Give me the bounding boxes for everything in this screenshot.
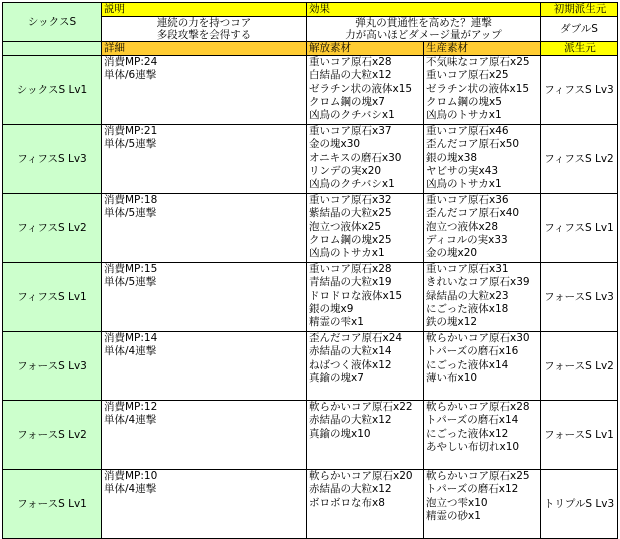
production-material: にごった液体x14 bbox=[426, 358, 509, 371]
unlock-material: 赤結晶の大粒x14 bbox=[309, 345, 392, 358]
unlock-materials-cell bbox=[307, 332, 424, 401]
unlock-material: 軟らかいコア原石x20 bbox=[309, 470, 413, 482]
unlock-material: リンデの実x20 bbox=[309, 164, 382, 177]
production-material: 薄い布x10 bbox=[426, 371, 478, 384]
unlock-material: 銀の塊x9 bbox=[309, 302, 354, 315]
production-material: 歪んだコア原石x50 bbox=[426, 138, 520, 151]
table-row bbox=[3, 194, 618, 263]
details-line: 単体/5連撃 bbox=[104, 138, 157, 151]
unlock-material: クロム鋼の塊x25 bbox=[309, 233, 392, 246]
skill-level-name: フォースS Lv1 bbox=[3, 470, 102, 539]
effect-line: 弾丸の貫通性を高めた？連撃 bbox=[355, 17, 492, 29]
production-material: 軟らかいコア原石x28 bbox=[426, 401, 530, 413]
unlock-material: 紫結晶の大粒x25 bbox=[309, 207, 392, 220]
details-line: 消費MP:21 bbox=[104, 125, 158, 137]
production-material: にごった液体x18 bbox=[426, 302, 509, 315]
description-line: 連続の力を持つコア bbox=[156, 17, 252, 29]
details-cell bbox=[102, 125, 307, 194]
details-label: 詳細 bbox=[102, 42, 307, 56]
unlock-material: 赤結晶の大粒x12 bbox=[309, 483, 392, 496]
production-material: 金の塊x20 bbox=[426, 247, 478, 260]
unlock-material: ドロドロな液体x15 bbox=[309, 289, 403, 302]
production-material: 精霊の砂x1 bbox=[426, 509, 481, 522]
unlock-materials-cell bbox=[307, 194, 424, 263]
production-material: 重いコア原石x31 bbox=[426, 263, 509, 275]
unlock-materials-cell bbox=[307, 263, 424, 332]
skill-level-name: フィフスS Lv2 bbox=[3, 194, 102, 263]
unlock-material: 凶鳥のクチバシx1 bbox=[309, 109, 395, 122]
details-line: 消費MP:12 bbox=[104, 401, 158, 413]
description-text bbox=[102, 17, 307, 42]
production-material: トパーズの磨石x12 bbox=[426, 483, 519, 496]
production-material: 泡立つ雫x10 bbox=[426, 496, 488, 509]
derived-from: トリプルS Lv3 bbox=[541, 470, 618, 539]
unlock-material: 白結晶の大粒x12 bbox=[309, 69, 392, 82]
production-material: 鉄の塊x12 bbox=[426, 316, 478, 329]
unlock-material: 凶鳥のクチバシx1 bbox=[309, 178, 395, 191]
details-cell bbox=[102, 470, 307, 539]
production-material: トパーズの磨石x14 bbox=[426, 414, 519, 427]
table-row bbox=[3, 125, 618, 194]
skill-level-name: フィフスS Lv3 bbox=[3, 125, 102, 194]
production-material: ディコルの実x33 bbox=[426, 233, 508, 246]
production-material: ゼラチン状の液体x15 bbox=[426, 82, 530, 95]
unlock-material: ゼラチン状の液体x15 bbox=[309, 82, 413, 95]
production-materials-cell bbox=[424, 332, 541, 401]
production-materials-cell bbox=[424, 194, 541, 263]
production-materials-cell bbox=[424, 401, 541, 470]
production-materials-cell bbox=[424, 263, 541, 332]
unlock-materials-cell bbox=[307, 470, 424, 539]
details-line: 単体/4連撃 bbox=[104, 345, 157, 358]
details-cell bbox=[102, 401, 307, 470]
derived-label: 派生元 bbox=[541, 42, 618, 56]
production-label: 生産素材 bbox=[424, 42, 541, 56]
skill-level-name: フォースS Lv2 bbox=[3, 401, 102, 470]
effect-text bbox=[307, 17, 541, 42]
derived-from: フォースS Lv1 bbox=[541, 401, 618, 470]
unlock-material: 重いコア原石x37 bbox=[309, 125, 392, 137]
origin-label: 初期派生元 bbox=[541, 3, 618, 17]
unlock-material: 泡立つ液体x25 bbox=[309, 220, 382, 233]
derived-from: フィフスS Lv1 bbox=[541, 194, 618, 263]
details-line: 消費MP:24 bbox=[104, 56, 158, 68]
unlock-materials-cell bbox=[307, 401, 424, 470]
origin-value: ダブルS bbox=[541, 17, 618, 42]
details-cell bbox=[102, 194, 307, 263]
unlock-material: 重いコア原石x28 bbox=[309, 263, 392, 275]
details-line: 消費MP:18 bbox=[104, 194, 158, 206]
production-material: 重いコア原石x36 bbox=[426, 194, 509, 206]
production-material: トパーズの磨石x16 bbox=[426, 345, 519, 358]
table-row bbox=[3, 263, 618, 332]
unlock-material: クロム鋼の塊x7 bbox=[309, 95, 385, 108]
production-material: 軟らかいコア原石x25 bbox=[426, 470, 530, 482]
table-row bbox=[3, 470, 618, 539]
details-cell bbox=[102, 332, 307, 401]
description-label: 説明 bbox=[102, 3, 307, 17]
production-material: 銀の塊x38 bbox=[426, 151, 478, 164]
production-material: 不気味なコア原石x25 bbox=[426, 56, 530, 68]
unlock-material: オニキスの磨石x30 bbox=[309, 151, 402, 164]
production-material: 凶鳥のトサカx1 bbox=[426, 178, 502, 191]
unlock-material: 重いコア原石x28 bbox=[309, 56, 392, 68]
unlock-material: ねばつく液体x12 bbox=[309, 358, 392, 371]
unlock-material: 歪んだコア原石x24 bbox=[309, 332, 403, 344]
skill-name-header: シックスS bbox=[3, 3, 102, 42]
unlock-material: 軟らかいコア原石x22 bbox=[309, 401, 413, 413]
table-row bbox=[3, 56, 618, 125]
details-line: 消費MP:15 bbox=[104, 263, 158, 275]
skill-level-name: フィフスS Lv1 bbox=[3, 263, 102, 332]
effect-line: 力が高いほどダメージ量がアップ bbox=[345, 29, 502, 41]
production-material: 軟らかいコア原石x30 bbox=[426, 332, 530, 344]
skill-material-table bbox=[2, 2, 618, 539]
skill-level-name: フォースS Lv3 bbox=[3, 332, 102, 401]
production-material: 泡立つ液体x28 bbox=[426, 220, 499, 233]
details-cell bbox=[102, 263, 307, 332]
production-material: きれいなコア原石x39 bbox=[426, 276, 530, 289]
unlock-material: 金の塊x30 bbox=[309, 138, 361, 151]
details-line: 単体/5連撃 bbox=[104, 276, 157, 289]
production-material: 緑結晶の大粒x23 bbox=[426, 289, 509, 302]
production-material: 重いコア原石x46 bbox=[426, 125, 509, 137]
unlock-label: 解放素材 bbox=[307, 42, 424, 56]
unlock-material: 重いコア原石x32 bbox=[309, 194, 392, 206]
production-material: 重いコア原石x25 bbox=[426, 69, 509, 82]
derived-from: フォースS Lv2 bbox=[541, 332, 618, 401]
details-cell bbox=[102, 56, 307, 125]
production-material: にごった液体x12 bbox=[426, 427, 509, 440]
description-line: 多段攻撃を会得する bbox=[156, 29, 252, 41]
derived-from: フィフスS Lv3 bbox=[541, 56, 618, 125]
production-material: あやしい布切れx10 bbox=[426, 440, 520, 453]
skill-level-name: シックスS Lv1 bbox=[3, 56, 102, 125]
production-material: 歪んだコア原石x40 bbox=[426, 207, 520, 220]
production-material: クロム鋼の塊x5 bbox=[426, 95, 502, 108]
unlock-materials-cell bbox=[307, 56, 424, 125]
table-row bbox=[3, 332, 618, 401]
unlock-materials-cell bbox=[307, 125, 424, 194]
derived-from: フォースS Lv3 bbox=[541, 263, 618, 332]
unlock-material: 精霊の雫x1 bbox=[309, 316, 364, 329]
table-row bbox=[3, 401, 618, 470]
production-materials-cell bbox=[424, 56, 541, 125]
details-line: 消費MP:10 bbox=[104, 470, 158, 482]
unlock-material: 真鍮の塊x10 bbox=[309, 427, 371, 440]
production-materials-cell bbox=[424, 470, 541, 539]
production-material: 凶鳥のトサカx1 bbox=[426, 109, 502, 122]
unlock-material: 青結晶の大粒x19 bbox=[309, 276, 392, 289]
unlock-material: ボロボロな布x8 bbox=[309, 496, 385, 509]
unlock-material: 真鍮の塊x7 bbox=[309, 371, 364, 384]
derived-from: フィフスS Lv2 bbox=[541, 125, 618, 194]
details-line: 消費MP:14 bbox=[104, 332, 158, 344]
unlock-material: 凶鳥のトサカx1 bbox=[309, 247, 385, 260]
production-materials-cell bbox=[424, 125, 541, 194]
unlock-material: 赤結晶の大粒x12 bbox=[309, 414, 392, 427]
details-line: 単体/4連撃 bbox=[104, 414, 157, 427]
effect-label: 効果 bbox=[307, 3, 541, 17]
details-line: 単体/5連撃 bbox=[104, 207, 157, 220]
blank-cell bbox=[3, 42, 102, 56]
details-line: 単体/6連撃 bbox=[104, 69, 157, 82]
details-line: 単体/4連撃 bbox=[104, 483, 157, 496]
production-material: ヤビサの実x43 bbox=[426, 164, 499, 177]
